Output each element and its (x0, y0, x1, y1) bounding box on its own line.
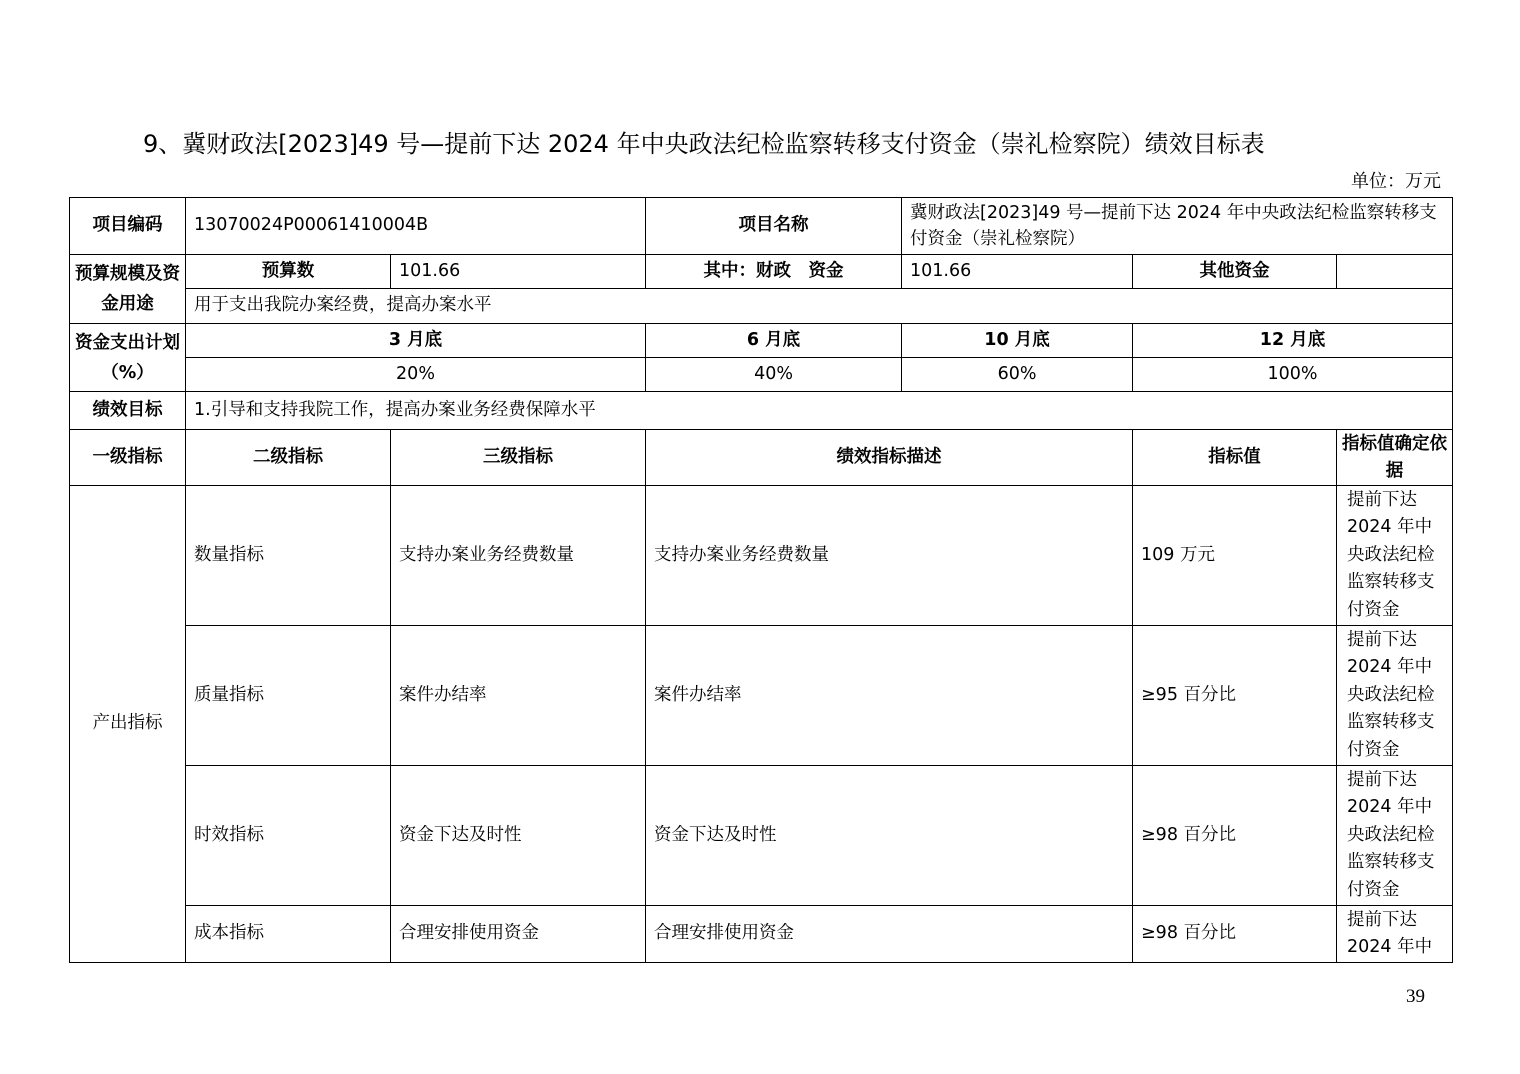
performance-table (69, 197, 1453, 963)
project-code-label: 项目编码 (70, 198, 186, 255)
plan-value: 40% (646, 358, 902, 392)
level3-cell: 合理安排使用资金 (391, 906, 646, 963)
level2-cell: 成本指标 (186, 906, 391, 963)
basis-cell: 提前下达2024 年中央政法纪检监察转移支付资金 (1337, 626, 1453, 766)
category-cell: 产出指标 (70, 486, 186, 963)
level3-cell: 支持办案业务经费数量 (391, 486, 646, 626)
column-header: 一级指标 (70, 430, 186, 486)
basis-cell: 提前下达2024 年中 (1337, 906, 1453, 963)
plan-value: 20% (186, 358, 646, 392)
desc-cell: 合理安排使用资金 (646, 906, 1133, 963)
plan-period: 6 月底 (646, 324, 902, 358)
table-row (70, 626, 1453, 766)
column-header: 三级指标 (391, 430, 646, 486)
basis-cell: 提前下达2024 年中央政法纪检监察转移支付资金 (1337, 766, 1453, 906)
value-cell: ≥98 百分比 (1133, 906, 1337, 963)
desc-cell: 案件办结率 (646, 626, 1133, 766)
goal-row (70, 392, 1453, 430)
budget-amount-value: 101.66 (391, 255, 646, 289)
plan-label: 资金支出计划（%） (70, 324, 186, 392)
unit-label: 单位：万元 (1351, 171, 1441, 192)
level2-cell: 质量指标 (186, 626, 391, 766)
table-row (70, 766, 1453, 906)
plan-period: 10 月底 (902, 324, 1133, 358)
column-header: 指标值 (1133, 430, 1337, 486)
table-row (70, 906, 1453, 963)
usage-row (70, 289, 1453, 324)
project-row (70, 198, 1453, 255)
budget-usage: 用于支出我院办案经费，提高办案水平 (186, 289, 1453, 324)
project-name-value: 冀财政法[2023]49 号—提前下达 2024 年中央政法纪检监察转移支付资金（崇礼检察院） (902, 198, 1453, 255)
plan-value: 100% (1133, 358, 1453, 392)
column-header-row (70, 430, 1453, 486)
page-number: 39 (1406, 986, 1425, 1007)
plan-value-row (70, 358, 1453, 392)
budget-row (70, 255, 1453, 289)
table-row (70, 486, 1453, 626)
level2-cell: 时效指标 (186, 766, 391, 906)
fiscal-fund-value: 101.66 (902, 255, 1133, 289)
plan-value: 60% (902, 358, 1133, 392)
fiscal-fund-label: 其中：财政 资金 (646, 255, 902, 289)
other-fund-label: 其他资金 (1133, 255, 1337, 289)
level3-cell: 资金下达及时性 (391, 766, 646, 906)
desc-cell: 支持办案业务经费数量 (646, 486, 1133, 626)
budget-label: 预算规模及资金用途 (70, 255, 186, 324)
basis-cell: 提前下达2024 年中央政法纪检监察转移支付资金 (1337, 486, 1453, 626)
value-cell: 109 万元 (1133, 486, 1337, 626)
desc-cell: 资金下达及时性 (646, 766, 1133, 906)
other-fund-value (1337, 255, 1453, 289)
page-title: 9、冀财政法[2023]49 号—提前下达 2024 年中央政法纪检监察转移支付资金（崇礼检察院）绩效目标表 (143, 130, 1265, 158)
column-header: 绩效指标描述 (646, 430, 1133, 486)
goal-value: 1.引导和支持我院工作，提高办案业务经费保障水平 (186, 392, 1453, 430)
project-code-value: 13070024P00061410004B (186, 198, 646, 255)
goal-label: 绩效目标 (70, 392, 186, 430)
value-cell: ≥95 百分比 (1133, 626, 1337, 766)
project-name-label: 项目名称 (646, 198, 902, 255)
plan-header-row (70, 324, 1453, 358)
plan-period: 12 月底 (1133, 324, 1453, 358)
level2-cell: 数量指标 (186, 486, 391, 626)
column-header: 二级指标 (186, 430, 391, 486)
level3-cell: 案件办结率 (391, 626, 646, 766)
value-cell: ≥98 百分比 (1133, 766, 1337, 906)
budget-amount-label: 预算数 (186, 255, 391, 289)
plan-period: 3 月底 (186, 324, 646, 358)
column-header: 指标值确定依据 (1337, 430, 1453, 486)
